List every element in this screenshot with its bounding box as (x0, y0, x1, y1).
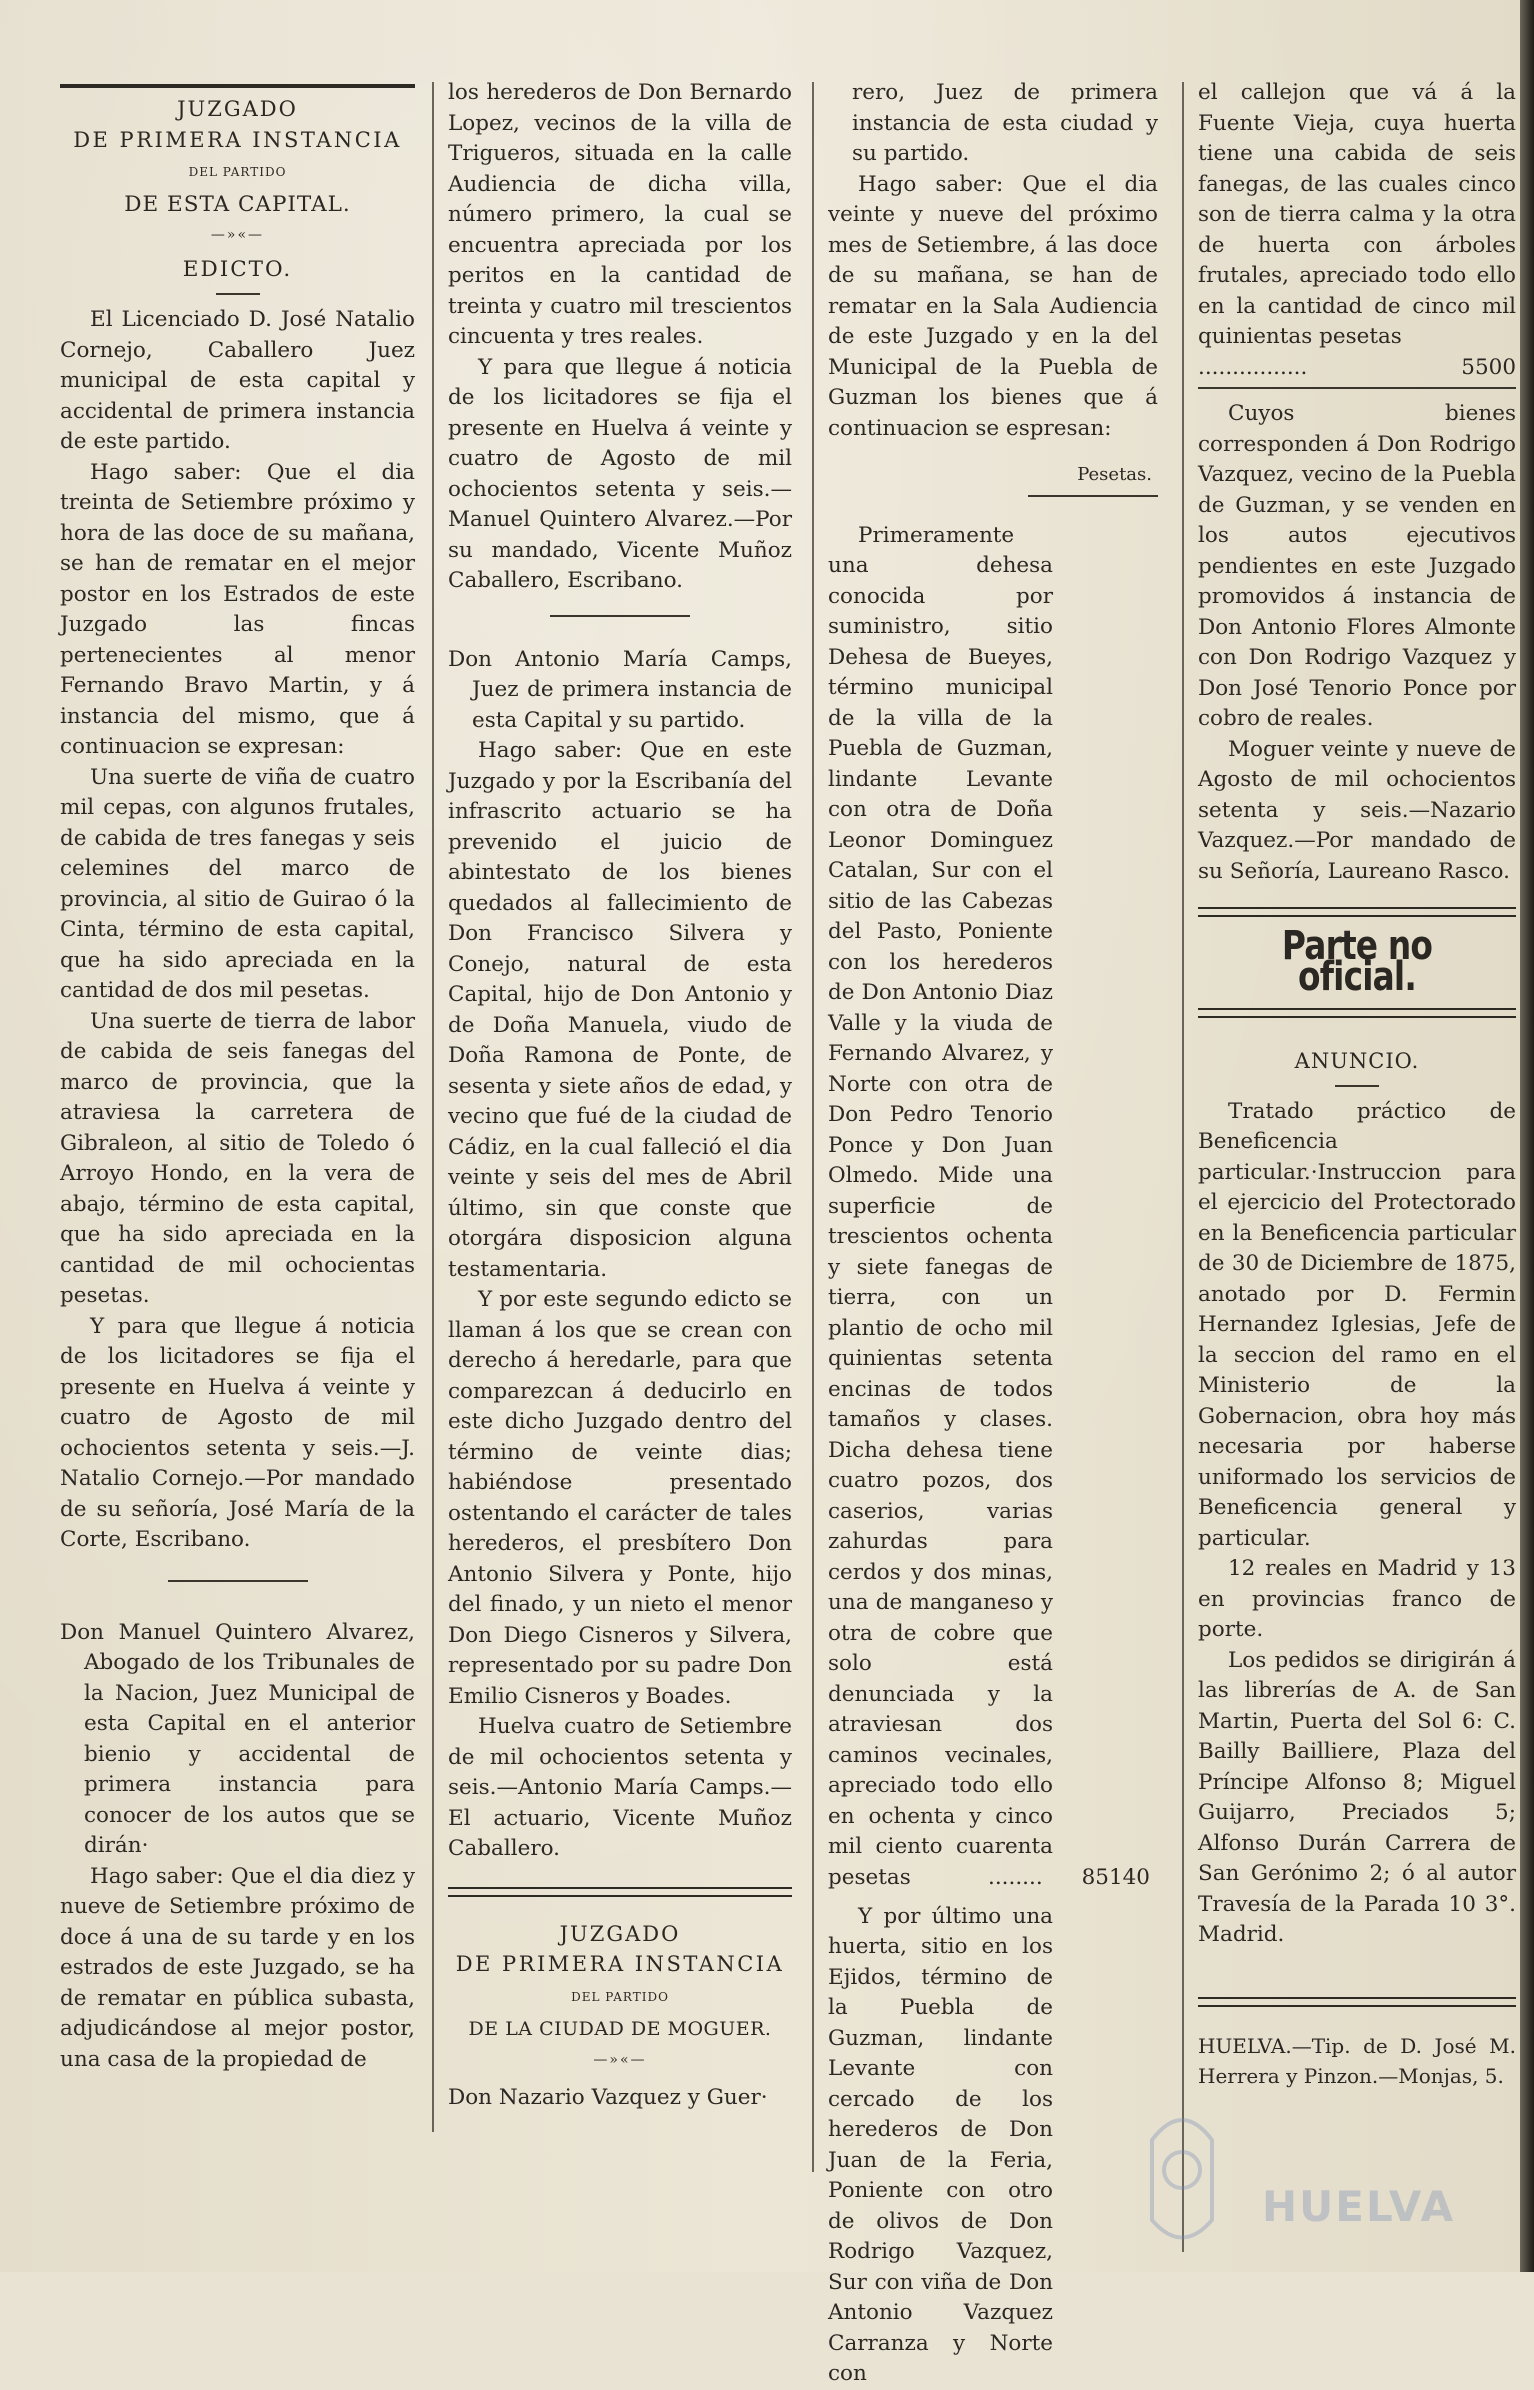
edict-paragraph: los herederos de Don Bernardo Lopez, vecinos de la villa de Trigueros, situada en la calle Audiencia de dicha villa, número primero, la cual se encuentra apreciada por los peritos en la cantidad de treinta y cuatro mil trescientos cincuenta y tres reales. (448, 80, 792, 349)
huelva-seal-watermark (1122, 2080, 1514, 2260)
amount-row (828, 1863, 1158, 1894)
column-4 (1198, 78, 1516, 2092)
edict-paragraph: Hago saber: Que el dia diez y nueve de Setiembre próximo de doce á una de su tarde y en los estrados de este Juzgado, se ha de rematar en pública subasta, adjudicándose al mejor postor, una casa de la propiedad de (60, 1863, 415, 2072)
edict-paragraph: Una suerte de tierra de labor de cabida de seis fanegas del marco de provincia, que la atraviesa la carretera de Gibraleon, al sitio de Toledo ó Arroyo Hondo, en la vera de abajo, término de esta capital, que ha sido apreciada en la cantidad de mil ochocientas pesetas. (60, 1008, 415, 1308)
section-subheader: DE ESTA CAPITAL. (124, 191, 351, 217)
edict-paragraph: Y por este segundo edicto se llaman á los que se crean con derecho á heredarle, para que comparezcan á deducirlo en este dicho Juzgado dentro del término de veinte dias; habiéndose presentado ostentando el carácter de tales herederos, el presbítero Don Antonio Silvera y Ponte, hijo del finado, y un nieto el menor Don Diego Cisneros y Silvera, representado por su padre Don Emilio Cisneros y Boades. (448, 1287, 792, 1709)
section-subheader: DEL PARTIDO (188, 165, 287, 179)
top-rule (60, 84, 415, 88)
edict-paragraph: Huelva cuatro de Setiembre de mil ochocientos setenta y seis.—Antonio María Camps.—El actuario, Vicente Muñoz Caballero. (448, 1714, 792, 1861)
column-1 (60, 78, 415, 2075)
leader-dots: ................ (1198, 354, 1308, 380)
anuncio-title: ANUNCIO. (1294, 1049, 1420, 1073)
property-paragraph: Y por último una huerta, sitio en los Ejidos, término de la Puebla de Guzman, lindante Levante con cercado de los herederos de Don Juan de la Feria, Poniente con otro de olivos de Don Rodrigo Vazquez, Sur con viña de Don Antonio Vazquez Carranza y Norte con (828, 1903, 1053, 2386)
page-edge-shadow (1520, 0, 1534, 2272)
leader-dots: ........ (988, 1865, 1043, 1890)
section-title: Parte no oficial. (1281, 923, 1433, 1000)
amount-row (1198, 353, 1516, 384)
section-subheader: DEL PARTIDO (571, 1989, 669, 2004)
section-header: JUZGADO (559, 1921, 681, 1946)
edict-intro: Don Antonio María Camps, Juez de primera instancia de esta Capital y su partido. (448, 646, 792, 733)
edict-intro: Don Manuel Quintero Alvarez, Abogado de los Tribunales de la Nacion, Juez Municipal de esta Capital en el anterior bienio y accidental de primera instancia para conocer de los autos que se dirán· (60, 1619, 415, 1858)
separator (1198, 387, 1516, 389)
separator (1198, 907, 1516, 917)
edict-paragraph: Hago saber: Que el dia veinte y nueve del próximo mes de Setiembre, á las doce de su mañana, se han de rematar en la Sala Audiencia de este Juzgado y en la del Municipal de la Puebla de Guzman los bienes que á continuacion se espresan: (828, 171, 1158, 441)
watermark-text: HUELVA (1262, 2182, 1456, 2231)
column-rule (1182, 82, 1184, 2252)
edict-paragraph: Hago saber: Que el dia treinta de Setiembre próximo y hora de las doce de su mañana, se han de rematar en el mejor postor en los Estrados de este Juzgado las fincas pertenecientes al menor Fernando Bravo Martin, y á instancia del mismo, que á continuacion se expresan: (60, 459, 415, 759)
ad-paragraph: Los pedidos se dirigirán á las librerías de A. de San Martin, Puerta del Sol 6: C. Bailly Bailliere, Plaza del Príncipe Alfonso 8; Miguel Guijarro, Preciados 5; Alfonso Durán Carrera de San Gerónimo 2; ó al autor Travesía de la Parada 10 3°. Madrid. (1198, 1647, 1516, 1947)
separator (1198, 1008, 1516, 1018)
separator (1335, 1085, 1379, 1087)
separator (216, 293, 260, 295)
edict-intro: El Licenciado D. José Natalio Cornejo, Caballero Juez municipal de esta capital y accidental de primera instancia de este partido. (60, 307, 415, 454)
section-header: JUZGADO (177, 97, 298, 121)
edict-paragraph: Hago saber: Que en este Juzgado y por la Escribanía del infrascrito actuario se ha prevenido el juicio de abintestato de los bienes quedados al fallecimiento de Don Francisco Silvera y Conejo, natural de esta Capital, hijo de Don Antonio y de Doña Manuela, viudo de Doña Ramona de Ponte, de sesenta y siete años de edad, y vecino que fué de la ciudad de Cádiz, en la cual falleció el dia veinte y seis del mes de Abril último, sin que conste que otorgára disposicion alguna testamentaria. (448, 738, 792, 1282)
edict-paragraph: Moguer veinte y nueve de Agosto de mil ochocientos setenta y seis.—Nazario Vazquez.—Por mandado de su Señoría, Laureano Rasco. (1198, 736, 1516, 884)
property-listing (828, 1902, 1053, 2390)
ad-paragraph: Tratado práctico de Beneficencia particular.·Instruccion para el ejercicio del Protectorado en la Beneficencia particular de 30 de Diciembre de 1875, anotado por D. Fermin Hernandez Iglesias, Jefe de la seccion del ramo en el Ministerio de la Gobernacion, obra hoy más necesaria por haberse uniformado los servicios de Beneficencia general y particular. (1198, 1098, 1516, 1551)
ornament: —»«— (210, 227, 265, 243)
amount-value: 5500 (1461, 354, 1516, 380)
amount-value: 85140 (1081, 1865, 1150, 1890)
edict-intro: rero, Juez de primera instancia de esta ciudad y su partido. (852, 80, 1158, 166)
ornament: —»«— (593, 2051, 647, 2068)
edict-intro: Don Nazario Vazquez y Guer· (448, 2085, 768, 2110)
column-rule (432, 82, 434, 2132)
column-2 (448, 78, 792, 2114)
pesetas-column-header: Pesetas. (1077, 464, 1152, 485)
printer-imprint: HUELVA.—Tip. de D. José M. Herrera y Pinzon.—Monjas, 5. (1198, 2033, 1516, 2088)
edict-paragraph: Cuyos bienes corresponden á Don Rodrigo Vazquez, vecino de la Puebla de Guzman, y se venden en los autos ejecutivos pendientes en este Juzgado promovidos á instancia de Don Antonio Flores Almonte con Don Rodrigo Vazquez y Don José Tenorio Ponce por cobro de reales. (1198, 401, 1516, 731)
section-subheader: DE LA CIUDAD DE MOGUER. (468, 2018, 772, 2040)
property-paragraph: Primeramente una dehesa conocida por suministro, sitio Dehesa de Bueyes, término municipal de la villa de la Puebla de Guzman, lindante Levante con otra de Doña Leonor Dominguez Catalan, Sur con el sitio de las Cabezas del Pasto, Poniente con los herederos de Don Antonio Diaz Valle y la viuda de Fernando Alvarez, y Norte con otra de Don Pedro Tenorio Ponce y Don Juan Olmedo. Mide una superficie de trescientos ochenta y siete fanegas de tierra, con un plantio de ocho mil quinientas setenta encinas de todos tamaños y clases. Dicha dehesa tiene cuatro pozos, dos caserios, varias zahurdas para cerdos y dos minas, una de manganeso y otra de cobre que solo está denunciada y la atraviesan dos caminos vecinales, apreciado todo ello en ochenta y cinco mil ciento cuarenta pesetas (828, 522, 1053, 1890)
separator (1198, 1997, 1516, 2007)
column-rule (812, 82, 814, 2172)
edict-paragraph: Y para que llegue á noticia de los licitadores se fija el presente en Huelva á veinte y cuatro de Agosto de mil ochocientos setenta y seis.—J. Natalio Cornejo.—Por mandado de su señoría, José María de la Corte, Escribano. (60, 1313, 415, 1552)
property-listing (828, 521, 1053, 1894)
column-3 (828, 78, 1158, 2390)
edicto-title: EDICTO. (182, 256, 293, 282)
edict-paragraph: Una suerte de viña de cuatro mil cepas, con algunos frutales, de cabida de tres fanegas y seis celemines del marco de provincia, al sitio de Guirao ó la Cinta, término de esta capital, que ha sido apreciada en la cantidad de dos mil pesetas. (60, 764, 415, 1003)
separator (1028, 495, 1158, 497)
edict-paragraph: Y para que llegue á noticia de los licitadores se fija el presente en Huelva á veinte y cuatro de Agosto de mil ochocientos setenta y seis.—Manuel Quintero Alvarez.—Por su mandado, Vicente Muñoz Caballero, Escribano. (448, 354, 792, 593)
separator (550, 615, 690, 617)
section-header: DE PRIMERA INSTANCIA (455, 1952, 785, 1976)
separator (168, 1580, 308, 1582)
section-header: DE PRIMERA INSTANCIA (73, 127, 402, 152)
separator (448, 1887, 792, 1897)
ad-paragraph: 12 reales en Madrid y 13 en provincias franco de porte. (1198, 1556, 1516, 1642)
property-paragraph: el callejon que vá á la Fuente Vieja, cuya huerta tiene una cabida de seis fanegas, de las cuales cinco son de tierra calma y la otra de huerta con árboles frutales, apreciado todo ello en la cantidad de cinco mil quinientas pesetas (1198, 80, 1516, 349)
